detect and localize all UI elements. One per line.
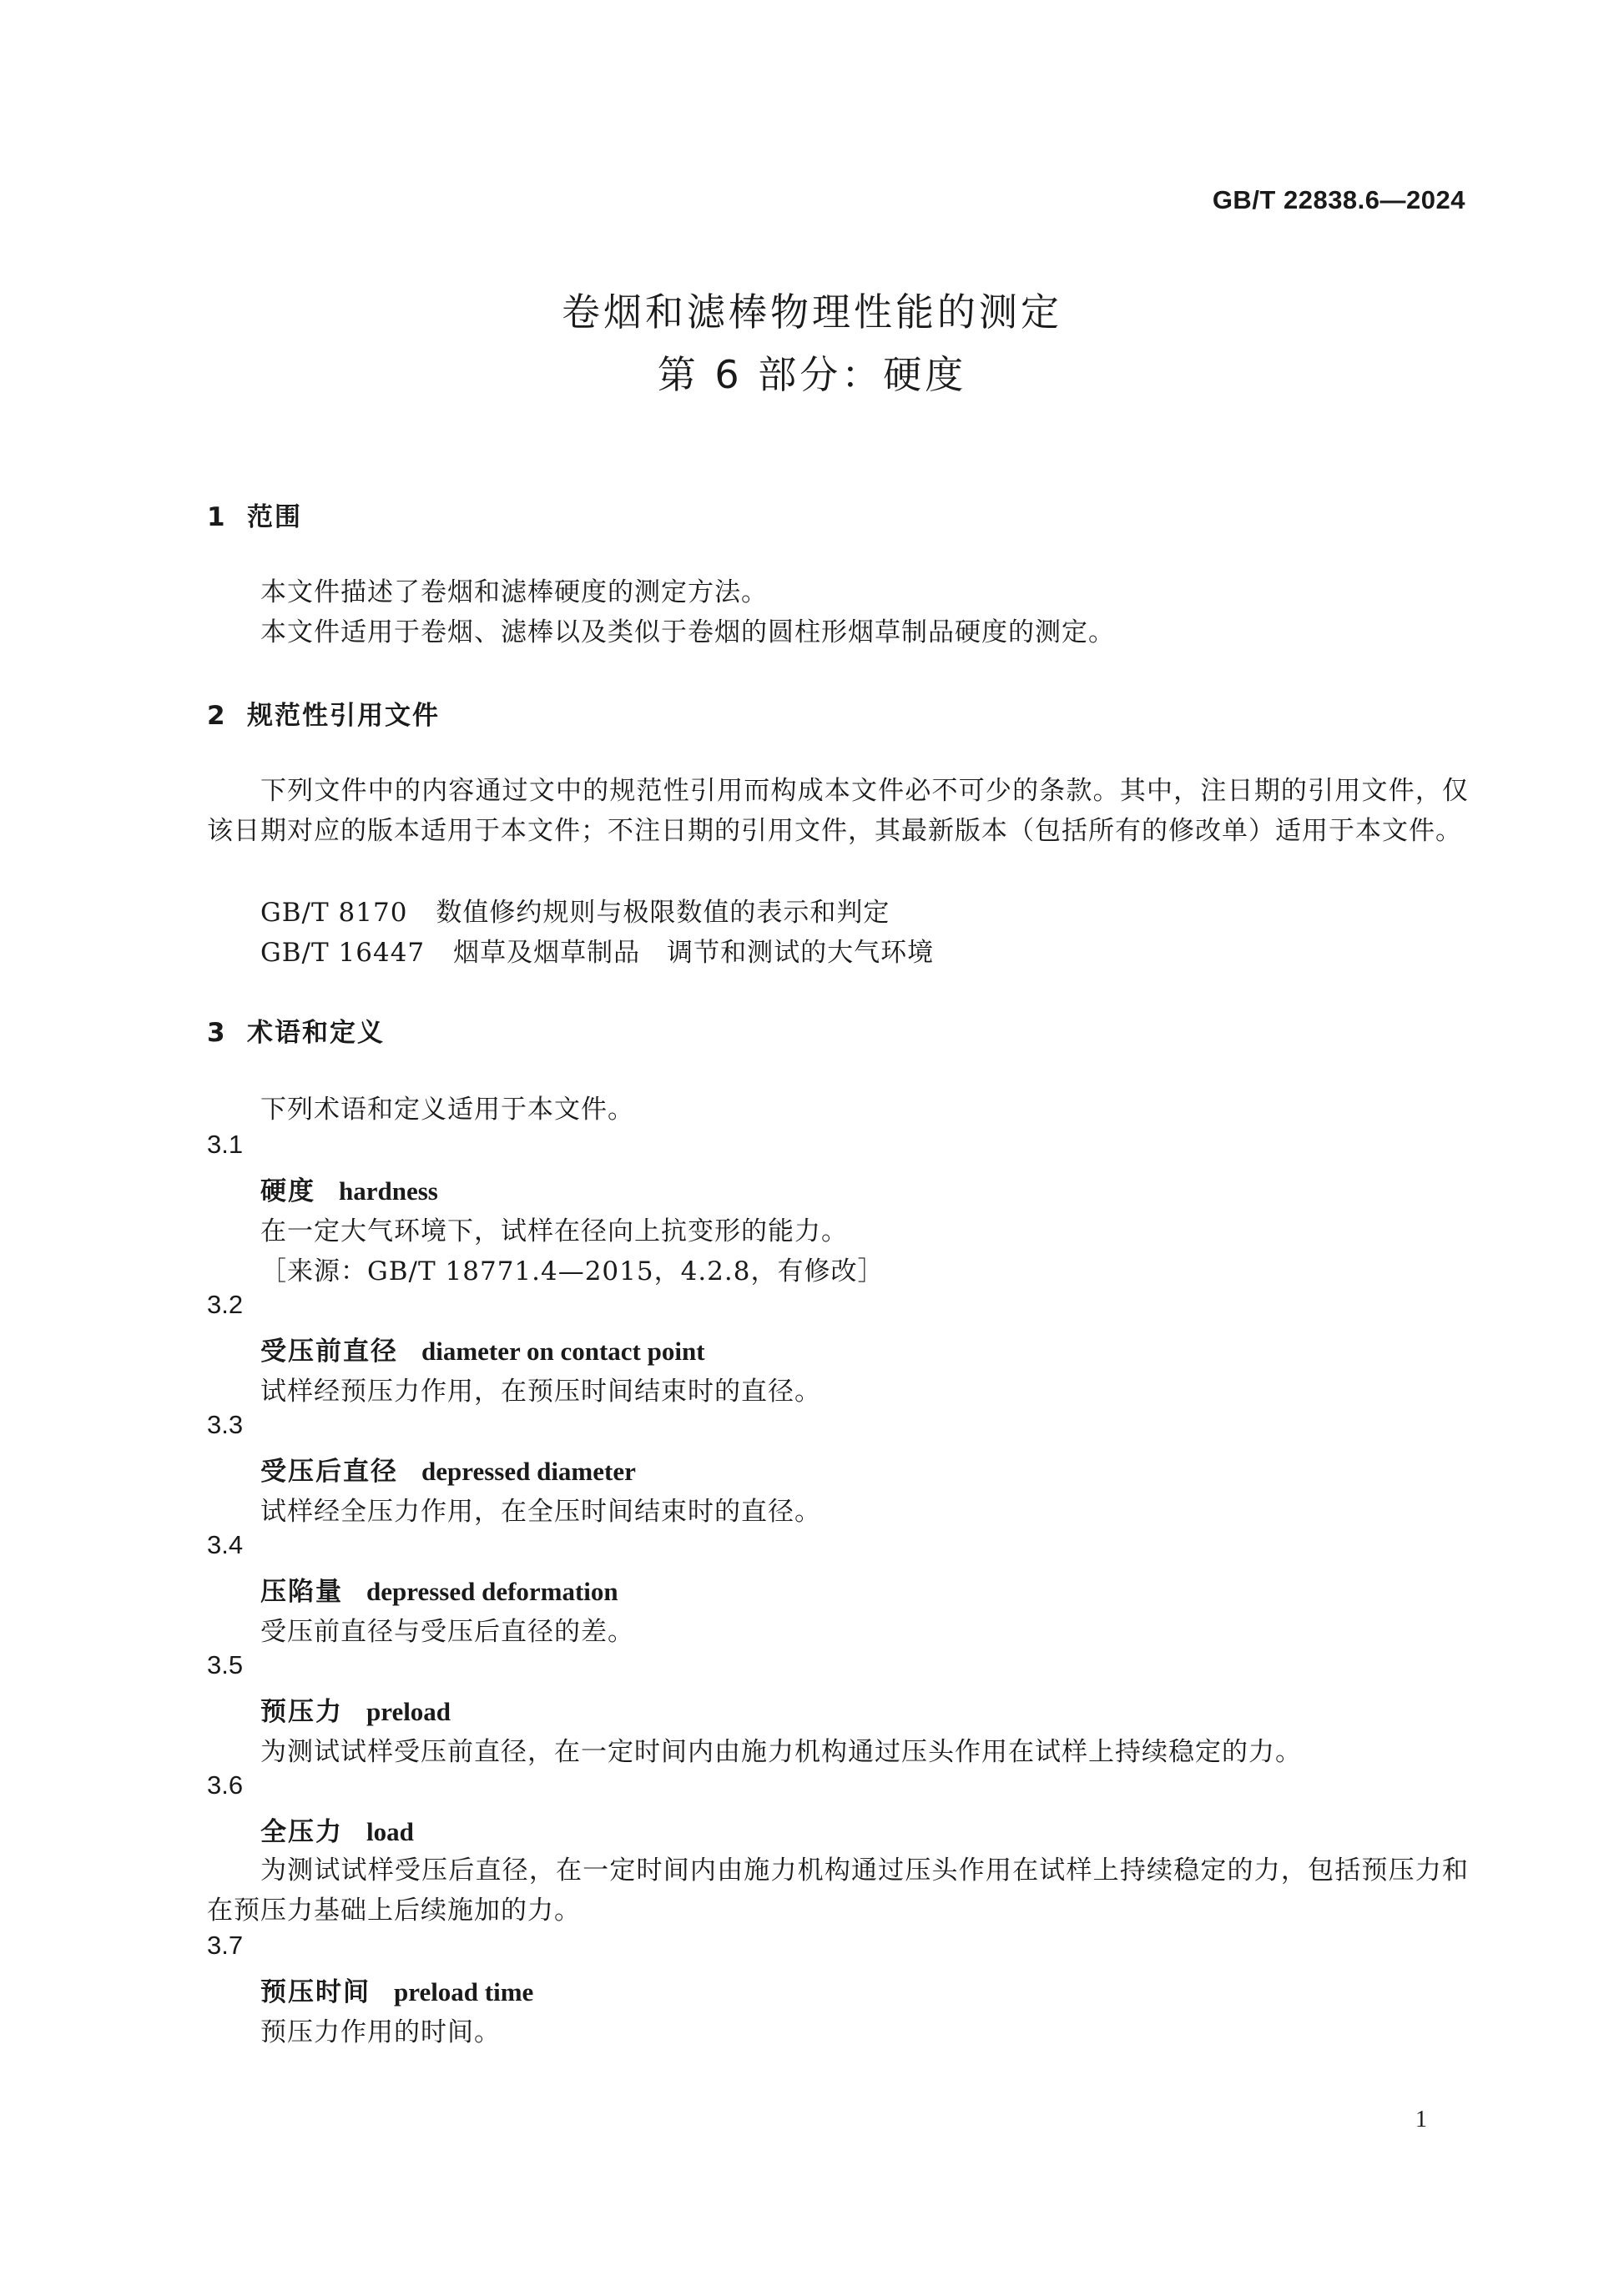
section-number: 3 <box>207 1018 227 1048</box>
term-chinese: 全压力 <box>260 1817 343 1847</box>
section-heading-scope <box>207 496 302 533</box>
term-definition: 预压力作用的时间。 <box>260 2017 501 2047</box>
term-entry <box>260 1570 618 1608</box>
term-entry <box>260 1450 636 1488</box>
paragraph: 本文件描述了卷烟和滤棒硬度的测定方法。 <box>260 577 768 607</box>
section-title: 范围 <box>247 502 302 532</box>
term-entry <box>260 1330 705 1367</box>
term-chinese: 受压前直径 <box>260 1337 398 1367</box>
term-entry <box>260 1170 438 1207</box>
reference-title: 数值修约规则与极限数值的表示和判定 <box>436 898 890 928</box>
term-definition: 为测试试样受压后直径，在一定时间内由施力机构通过压头作用在试样上持续稳定的力，包括预压力和在预压力基础上后续施加的力。 <box>207 1855 1469 1926</box>
term-entry <box>260 1971 533 2008</box>
page-number: 1 <box>1415 2107 1427 2132</box>
standard-code: GB/T 22838.6—2024 <box>1212 185 1465 214</box>
term-chinese: 压陷量 <box>260 1577 343 1607</box>
term-number: 3.7 <box>207 1931 244 1960</box>
term-number: 3.4 <box>207 1530 244 1559</box>
term-source: ［来源：GB/T 18771.4—2015，4.2.8，有修改］ <box>260 1256 885 1286</box>
reference-item <box>260 931 934 969</box>
term-chinese: 受压后直径 <box>260 1457 398 1487</box>
term-english: preload <box>366 1697 451 1726</box>
reference-title: 烟草及烟草制品 调节和测试的大气环境 <box>453 938 935 968</box>
term-english: preload time <box>394 1977 534 2006</box>
section-heading-terms <box>207 1011 385 1049</box>
term-number: 3.1 <box>207 1130 244 1159</box>
term-english: diameter on contact point <box>421 1337 705 1366</box>
term-chinese: 预压力 <box>260 1697 343 1727</box>
term-number: 3.5 <box>207 1650 244 1679</box>
term-entry <box>260 1810 414 1848</box>
reference-code: GB/T 8170 <box>260 898 408 928</box>
term-chinese: 预压时间 <box>260 1977 371 2007</box>
term-english: depressed deformation <box>366 1577 618 1606</box>
term-definition: 受压前直径与受压后直径的差。 <box>260 1617 634 1647</box>
term-definition: 试样经全压力作用，在全压时间结束时的直径。 <box>260 1497 821 1527</box>
document-title: 卷烟和滤棒物理性能的测定 <box>562 290 1062 335</box>
section-heading-normative-references <box>207 694 440 732</box>
paragraph: 下列术语和定义适用于本文件。 <box>260 1095 634 1125</box>
term-entry <box>260 1690 451 1728</box>
term-number: 3.3 <box>207 1410 244 1439</box>
term-chinese: 硬度 <box>260 1176 315 1206</box>
term-definition: 为测试试样受压前直径，在一定时间内由施力机构通过压头作用在试样上持续稳定的力。 <box>260 1737 1302 1767</box>
section-title: 规范性引用文件 <box>247 701 440 731</box>
paragraph: 下列文件中的内容通过文中的规范性引用而构成本文件必不可少的条款。其中，注日期的引用文件，仅该日期对应的版本适用于本文件；不注日期的引用文件，其最新版本（包括所有的修改单）适用于本文件。 <box>207 776 1469 846</box>
reference-item <box>260 891 890 929</box>
section-title: 术语和定义 <box>247 1018 385 1048</box>
section-number: 1 <box>207 502 227 532</box>
section-number: 2 <box>207 701 227 731</box>
term-number: 3.2 <box>207 1290 244 1319</box>
term-number: 3.6 <box>207 1770 244 1800</box>
term-english: hardness <box>339 1176 438 1206</box>
term-definition: 在一定大气环境下，试样在径向上抗变形的能力。 <box>260 1216 848 1246</box>
term-definition: 试样经预压力作用，在预压时间结束时的直径。 <box>260 1377 821 1407</box>
term-english: load <box>366 1817 414 1846</box>
document-subtitle: 第 6 部分：硬度 <box>657 352 967 397</box>
reference-code: GB/T 16447 <box>260 938 426 968</box>
term-english: depressed diameter <box>421 1457 636 1486</box>
paragraph: 本文件适用于卷烟、滤棒以及类似于卷烟的圆柱形烟草制品硬度的测定。 <box>260 617 1115 647</box>
